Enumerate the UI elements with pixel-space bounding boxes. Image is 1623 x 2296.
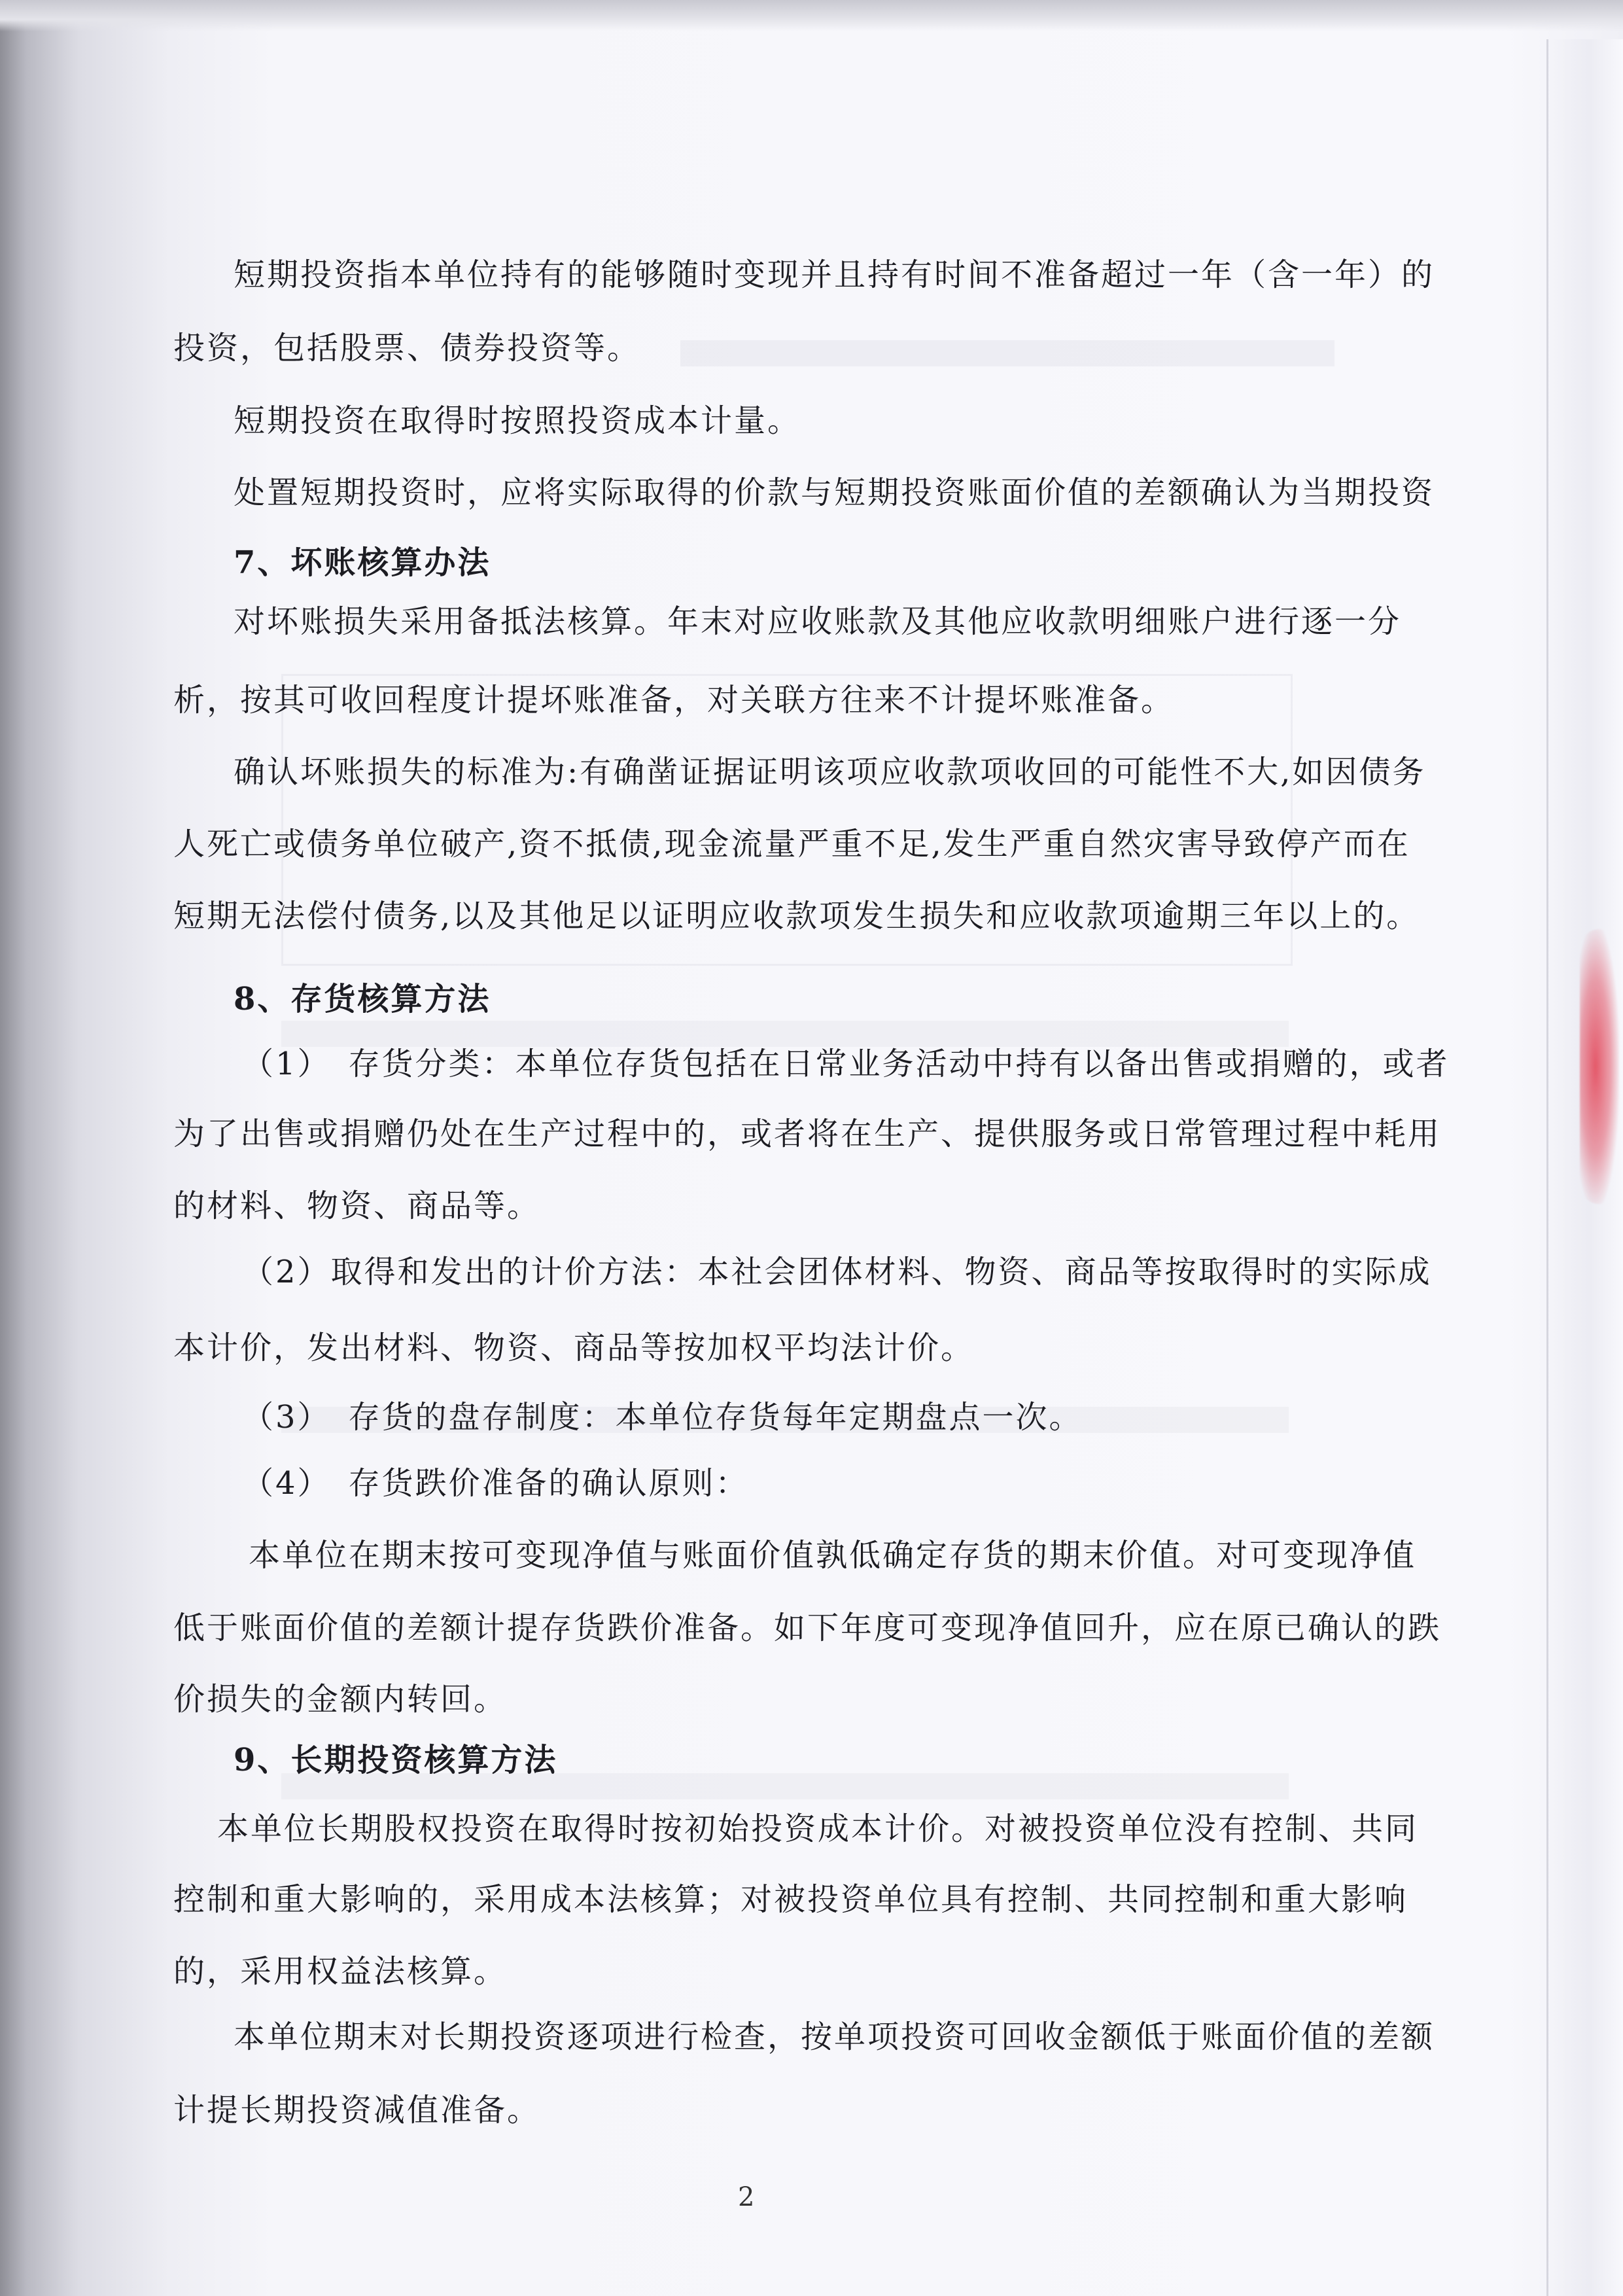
paragraph-line: 投资，包括股票、债券投资等。	[173, 330, 641, 366]
fold-line	[1546, 39, 1548, 2296]
paragraph-line: 为了出售或捐赠仍处在生产过程中的，或者将在生产、提供服务或日常管理过程中耗用	[173, 1116, 1442, 1152]
section-heading-7: 7、坏账核算办法	[234, 544, 491, 581]
paragraph-line: 析，按其可收回程度计提坏账准备，对关联方往来不计提坏账准备。	[173, 682, 1175, 718]
section-heading-8: 8、存货核算方法	[234, 981, 491, 1017]
paragraph-line: 计提长期投资减值准备。	[173, 2092, 541, 2128]
paragraph-line: （4） 存货跌价准备的确认原则：	[242, 1465, 749, 1502]
bleed-through-block-3	[281, 1021, 1289, 1047]
paragraph-line: 确认坏账损失的标准为:有确凿证据证明该项应收款项收回的可能性不大,如因债务	[234, 754, 1426, 790]
paragraph-line: （2）取得和发出的计价方法：本社会团体材料、物资、商品等按取得时的实际成	[242, 1254, 1432, 1290]
paragraph-line: 价损失的金额内转回。	[173, 1681, 508, 1718]
section-heading-9: 9、长期投资核算方法	[234, 1742, 558, 1778]
paragraph-line: 本单位期末对长期投资逐项进行检查，按单项投资可回收金额低于账面价值的差额	[234, 2019, 1435, 2055]
paragraph-line: 人死亡或债务单位破产,资不抵债,现金流量严重不足,发生严重自然灾害导致停产而在	[173, 826, 1410, 862]
paragraph-line: 控制和重大影响的，采用成本法核算；对被投资单位具有控制、共同控制和重大影响	[173, 1881, 1408, 1918]
paragraph-line: 处置短期投资时，应将实际取得的价款与短期投资账面价值的差额确认为当期投资	[234, 474, 1435, 511]
scan-top-shadow	[0, 0, 1623, 31]
paragraph-line: 本计价，发出材料、物资、商品等按加权平均法计价。	[173, 1330, 975, 1366]
paragraph-line: （1） 存货分类：本单位存货包括在日常业务活动中持有以备出售或捐赠的，或者	[242, 1046, 1450, 1082]
paragraph-line: 短期无法偿付债务,以及其他足以证明应收款项发生损失和应收款项逾期三年以上的。	[173, 898, 1420, 934]
paragraph-line: 本单位在期末按可变现净值与账面价值孰低确定存货的期末价值。对可变现净值	[249, 1537, 1417, 1574]
page-number: 2	[738, 2182, 755, 2212]
paragraph-line: 对坏账损失采用备抵法核算。年末对应收账款及其他应收款明细账户进行逐一分	[234, 603, 1402, 640]
red-seal-stamp	[1580, 929, 1619, 1204]
paragraph-line: 短期投资在取得时按照投资成本计量。	[234, 402, 801, 439]
paragraph-line: 本单位长期股权投资在取得时按初始投资成本计价。对被投资单位没有控制、共同	[217, 1810, 1419, 1847]
paragraph-line: 的材料、物资、商品等。	[173, 1188, 541, 1224]
bleed-through-block-1	[680, 340, 1335, 366]
paragraph-line: 低于账面价值的差额计提存货跌价准备。如下年度可变现净值回升，应在原已确认的跌	[173, 1610, 1442, 1646]
paragraph-line: 短期投资指本单位持有的能够随时变现并且持有时间不准备超过一年（含一年）的	[234, 256, 1435, 293]
paragraph-line: （3） 存货的盘存制度：本单位存货每年定期盘点一次。	[242, 1399, 1083, 1436]
paragraph-line: 的，采用权益法核算。	[173, 1953, 508, 1990]
